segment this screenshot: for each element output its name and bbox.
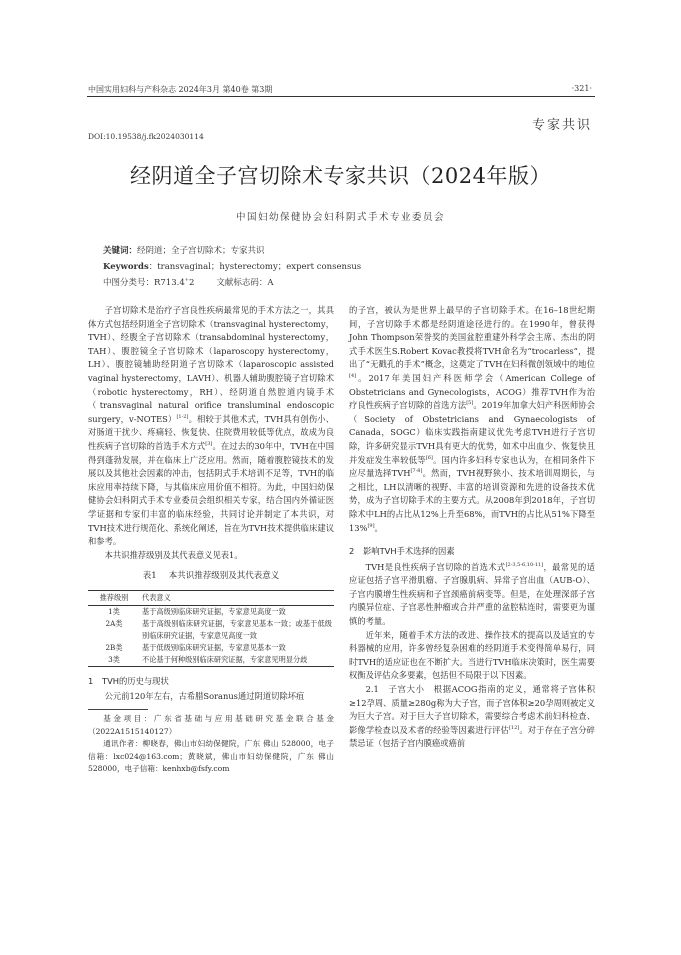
section-2-number: 2: [349, 546, 355, 557]
section-1-heading: [88, 675, 334, 689]
funding-footnote: 基金项目：广东省基础与应用基础研究基金联合基金（2022A1515140127）: [88, 714, 334, 736]
table-reference-paragraph: 本共识推荐级别及其代表意义见表1。: [104, 549, 243, 560]
intro-paragraph: 子宫切除术是治疗子宫良性疾病最常见的手术方法之一，其具体方式包括经阴道全子宫切除术（transvaginal hysterectomy，TVH）、经腹全子宫切除术（transabdominal hysterectomy，TAH）、腹腔镜全子宫切除术（laparoscopy hysterectomy，LH）、腹腔镜辅助经阴道子宫切除术（laparoscopic assisted vaginal hysterectomy，LAVH）、机器人辅助腹腔镜子宫切除术（robotic hysterectomy，RH）、经阴道自然腔道内镜手术（transvaginal natural orifice transluminal endoscopic surgery，v-NOTES）[1-2]。相较于其他术式，TVH具有创伤小、对肠道干扰少、疼痛轻、恢复快、住院费用较低等优点，故成为良性疾病子宫切除的首选手术方式[3]。在过去的30年中，TVH在中国得到蓬勃发展，并在临床上广泛应用。然而，随着腹腔镜技术的发展以及其他社会因素的冲击，包括阴式手术培训不足等，TVH的临床应用率持续下降，与其临床应用价值不相符。为此，中国妇幼保健协会妇科阴式手术专业委员会组织相关专家，结合国内外循证医学证据和专家们丰富的临床经验，共同讨论并制定了本共识，对TVH技术进行规范化、系统化阐述，旨在为TVH技术提供临床建议和参考。: [88, 305, 335, 547]
page-number: ·321·: [571, 84, 592, 93]
clc-label: 中图分类号：: [103, 278, 155, 288]
trends-paragraph: 近年来，随着手术方法的改进、操作技术的提高以及适宜的专科器械的应用，许多曾经复杂困难的经阴道手术变得简单易行，同时TVH的适应证也在不断扩大。当进行TVH临床决策时，医生需要权衡及评估众多要素，包括但不局限于以下因素。: [349, 629, 595, 681]
keywords-en: [103, 261, 361, 273]
left-column: [88, 304, 334, 776]
table-cell-meaning: 基于低级别临床研究证据，专家意见基本一致: [142, 642, 286, 652]
table-header-level: 推荐级别: [88, 590, 140, 605]
clc-value: R713.4+2: [154, 277, 195, 288]
table-row: [88, 618, 334, 642]
doi[interactable]: DOI:10.19538/j.fk2024030114: [88, 132, 204, 141]
indications-paragraph: TVH是良性疾病子宫切除的首选术式[2-3,5-6,10-11]，最常见的适应证包括子宫平滑肌瘤、子宫腺肌病、异常子宫出血（AUB-O）、子宫内膜增生性疾病和子宫颈癌前病变等。但是，在处理深部子宫内膜异位症、子宫恶性肿瘤或合并严重的盆腔粘连时，需要更为谨慎的考量。: [349, 561, 595, 627]
recommendation-table: [88, 590, 334, 667]
keywords-cn-text: 经阴道；全子宫切除术；专家共识: [137, 246, 265, 256]
table-header-meaning: 代表意义: [140, 590, 334, 605]
journal-header: 中国实用妇科与产科杂志 2024年3月 第40卷 第3期: [88, 85, 273, 94]
footnote-rule: [88, 709, 148, 710]
table-cell-level: 2A类: [105, 618, 123, 628]
header-rule: [87, 96, 595, 97]
table-caption-text: 本共识推荐级别及其代表意义: [168, 571, 280, 582]
keywords-cn: [103, 245, 265, 257]
table-row: [88, 654, 334, 667]
table-caption: [88, 570, 334, 584]
history-continued-paragraph: 的子宫，被认为是世界上最早的子宫切除手术。在16–18世纪期间，子宫切除手术都是经阴道途径进行的。在1990年，曾获得John Thompson荣誉奖的美国盆腔重建外科学会主席、杰出的阴式手术医生S.Robert Kovac教授将TVH命名为“trocarless”，提出了“无戳孔的手术”概念，这奠定了TVH在妇科微创领域中的地位[4]。2017年美国妇产科医师学会（American College of Obstetricians and Gynecologists，ACOG）推荐TVH作为治疗良性疾病子宫切除的首选方法[5]。2019年加拿大妇产科医师协会（Society of Obstetricians and Gynaecologists of Canada，SOGC）临床实践指南建议优先考虑TVH进行子宫切除，许多研究显示TVH具有更大的优势，如术中出血少、恢复快且并发症发生率较低等[6]。国内许多妇科专家也认为，在相同条件下应尽量选择TVH[7-8]。然而，TVH视野狭小、技术培训周期长，与之相比，LH以清晰的视野、丰富的培训资源和先进的设备技术优势，成为子宫切除手术的主要方式。从2008年到2018年，子宫切除术中LH的占比从12%上升至68%，而TVH的占比从51%下降至13%[9]。: [349, 305, 595, 533]
section-1-title: TVH的历史与现状: [102, 675, 169, 686]
column-tag: 专家共识: [531, 118, 592, 133]
keywords-cn-label: 关键词：: [103, 246, 138, 256]
table-cell-level: 1类: [108, 606, 120, 616]
doc-label: 文献标志码：: [216, 278, 268, 288]
authors: 中国妇幼保健协会妇科阴式手术专业委员会: [235, 212, 445, 223]
section-2-title: 影响TVH手术选择的因素: [363, 546, 455, 557]
table-number: 表1: [142, 571, 157, 582]
keywords-en-text: ：transvaginal；hysterectomy；expert consensus: [148, 262, 362, 272]
doc-value: A: [267, 278, 274, 288]
right-column: [349, 304, 595, 751]
table-cell-meaning: 不论基于何种级别临床研究证据，专家意见明显分歧: [140, 654, 334, 667]
section-2-heading: [349, 545, 595, 559]
table-cell-meaning: 基于高级别临床研究证据，专家意见基本一致；或基于低级别临床研究证据，专家意见高度一致: [142, 618, 332, 640]
table-cell-level: 2B类: [105, 642, 123, 652]
table-row: [88, 642, 334, 654]
table-row: [88, 605, 334, 618]
table-cell-level: 3类: [88, 654, 140, 667]
classification: [103, 277, 274, 289]
table-cell-meaning: 基于高级别临床研究证据，专家意见高度一致: [142, 606, 286, 616]
article-title: 经阴道全子宫切除术专家共识（2024年版）: [130, 164, 551, 188]
correspondence-footnote: 通讯作者：柳晓春，佛山市妇幼保健院，广东 佛山 528000，电子信箱：lxc024@163.com；黄晓斌，佛山市妇幼保健院，广东 佛山 528000，电子信箱：kenhxb@fsfy.com: [88, 739, 334, 774]
uterus-size-paragraph: 2.1 子宫大小 根据ACOG指南的定义，通常将子宫体积≥12孕周、质量≥280g称为大子宫，而子宫体积≥20孕周则被定义为巨大子宫。对于巨大子宫切除术，需要综合考虑术前妇科检查、影像学检查以及术者的经验等因素进行评估[12]。对于存在子宫分碎禁忌证（包括子宫内膜癌或癌前: [349, 684, 595, 749]
section-1-number: 1: [88, 675, 94, 686]
keywords-en-label: Keywords: [103, 262, 149, 272]
history-paragraph: 公元前120年左右，古希腊Soranus通过阴道切除坏疽: [104, 691, 305, 702]
